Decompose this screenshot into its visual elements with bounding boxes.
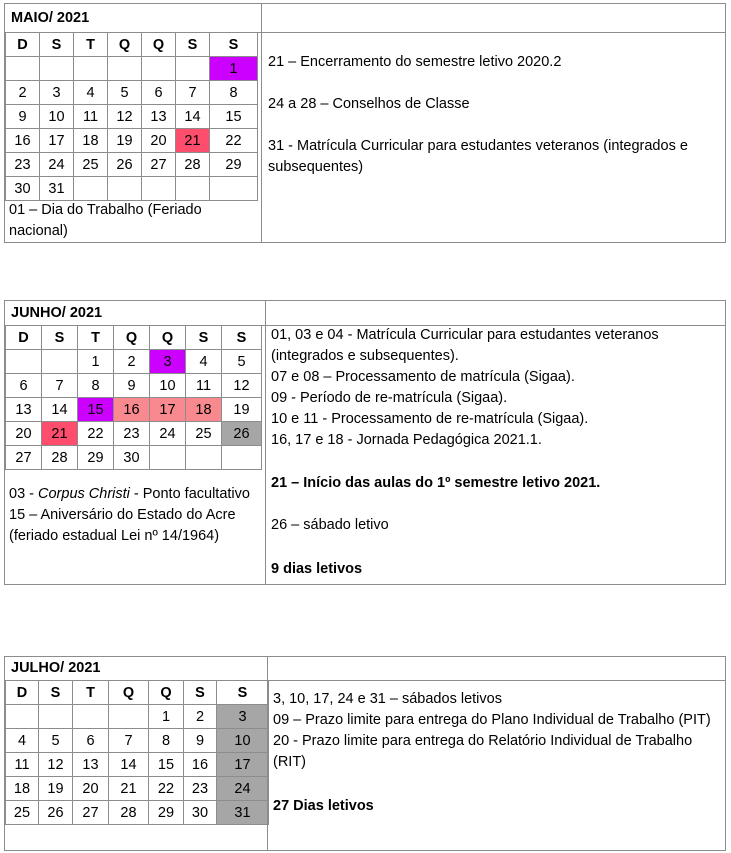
calendar-grid (5, 325, 262, 470)
day-cell: 17 (40, 129, 74, 153)
day-cell: 31 (40, 177, 74, 201)
weekday-header-row (6, 33, 258, 57)
event-item: 10 e 11 - Processamento de re-matrícula (Sigaa). (271, 411, 589, 427)
day-cell: 6 (142, 81, 176, 105)
day-cell: 17 (150, 398, 186, 422)
day-cell: 17 (217, 753, 269, 777)
weekday-label: S (217, 681, 269, 705)
month-title: JUNHO/ 2021 (5, 301, 725, 326)
day-cell: 9 (6, 105, 40, 129)
day-cell: 10 (150, 374, 186, 398)
day-cell: 9 (184, 729, 217, 753)
day-cell: 3 (40, 81, 74, 105)
empty-day-cell (142, 57, 176, 81)
day-cell: 8 (78, 374, 114, 398)
week-row (6, 105, 258, 129)
day-cell: 24 (217, 777, 269, 801)
weekday-label: T (73, 681, 109, 705)
day-cell: 1 (210, 57, 258, 81)
event-item: 21 – Encerramento do semestre letivo 2020.2 (268, 54, 562, 70)
day-cell: 31 (217, 801, 269, 825)
empty-day-cell (74, 177, 108, 201)
weekday-label: S (39, 681, 73, 705)
empty-day-cell (108, 57, 142, 81)
day-cell: 28 (176, 153, 210, 177)
month-title: JULHO/ 2021 (5, 657, 725, 681)
month-title: MAIO/ 2021 (5, 4, 725, 33)
week-row (6, 81, 258, 105)
day-cell: 14 (109, 753, 149, 777)
day-cell: 25 (186, 422, 222, 446)
day-cell: 11 (186, 374, 222, 398)
weekday-label: S (186, 326, 222, 350)
day-cell: 4 (6, 729, 39, 753)
note-acre: 15 – Aniversário do Estado do Acre (feriado estadual Lei nº 14/1964) (9, 507, 236, 544)
event-sabado: 26 – sábado letivo (271, 517, 389, 533)
weekday-label: Q (150, 326, 186, 350)
day-cell: 21 (109, 777, 149, 801)
day-cell: 19 (108, 129, 142, 153)
events-list (273, 689, 725, 817)
weekday-label: Q (142, 33, 176, 57)
day-cell: 1 (149, 705, 184, 729)
weekday-label: S (184, 681, 217, 705)
day-cell: 5 (108, 81, 142, 105)
event-inicio: 21 – Início das aulas do 1º semestre letivo 2021. (271, 475, 601, 491)
day-cell: 2 (114, 350, 150, 374)
weekday-label: S (222, 326, 262, 350)
dias-letivos: 27 Dias letivos (273, 798, 374, 814)
day-cell: 14 (42, 398, 78, 422)
empty-day-cell (186, 446, 222, 470)
day-cell: 14 (176, 105, 210, 129)
day-cell: 10 (217, 729, 269, 753)
day-cell: 8 (149, 729, 184, 753)
day-cell: 26 (222, 422, 262, 446)
weekday-label: Q (114, 326, 150, 350)
event-item: 31 - Matrícula Curricular para estudantes veteranos (integrados e subsequentes) (268, 138, 688, 175)
day-cell: 3 (217, 705, 269, 729)
day-cell: 13 (6, 398, 42, 422)
day-cell: 28 (42, 446, 78, 470)
day-cell: 28 (109, 801, 149, 825)
day-cell: 11 (6, 753, 39, 777)
day-cell: 12 (222, 374, 262, 398)
weekday-label: S (210, 33, 258, 57)
empty-day-cell (150, 446, 186, 470)
empty-day-cell (6, 57, 40, 81)
day-cell: 22 (149, 777, 184, 801)
empty-day-cell (73, 705, 109, 729)
week-row (6, 446, 262, 470)
empty-day-cell (6, 350, 42, 374)
week-row (6, 729, 269, 753)
day-cell: 12 (108, 105, 142, 129)
day-cell: 24 (150, 422, 186, 446)
day-cell: 23 (6, 153, 40, 177)
empty-day-cell (222, 446, 262, 470)
day-cell: 29 (210, 153, 258, 177)
empty-day-cell (108, 177, 142, 201)
week-row (6, 177, 258, 201)
day-cell: 13 (142, 105, 176, 129)
day-cell: 18 (186, 398, 222, 422)
month-maio (4, 3, 726, 243)
day-cell: 15 (210, 105, 258, 129)
week-row (6, 129, 258, 153)
event-item: 24 a 28 – Conselhos de Classe (268, 96, 470, 112)
column-divider (261, 4, 262, 242)
week-row (6, 705, 269, 729)
dias-letivos: 9 dias letivos (271, 561, 363, 577)
holiday-notes (5, 484, 265, 547)
week-row (6, 753, 269, 777)
month-junho (4, 300, 726, 585)
week-row (6, 374, 262, 398)
empty-day-cell (176, 177, 210, 201)
weekday-label: T (74, 33, 108, 57)
event-item: 3, 10, 17, 24 e 31 – sábados letivos (273, 691, 502, 707)
weekday-label: D (6, 33, 40, 57)
day-cell: 12 (39, 753, 73, 777)
weekday-label: S (42, 326, 78, 350)
day-cell: 22 (78, 422, 114, 446)
week-row (6, 57, 258, 81)
day-cell: 16 (114, 398, 150, 422)
day-cell: 19 (222, 398, 262, 422)
day-cell: 5 (39, 729, 73, 753)
day-cell: 30 (184, 801, 217, 825)
empty-day-cell (6, 705, 39, 729)
event-item: 20 - Prazo limite para entrega do Relatório Individual de Trabalho (RIT) (273, 733, 693, 770)
week-row (6, 422, 262, 446)
day-cell: 8 (210, 81, 258, 105)
day-cell: 29 (149, 801, 184, 825)
day-cell: 1 (78, 350, 114, 374)
week-row (6, 350, 262, 374)
empty-day-cell (40, 57, 74, 81)
weekday-label: Q (109, 681, 149, 705)
event-item: 09 – Prazo limite para entrega do Plano Individual de Trabalho (PIT) (273, 712, 711, 728)
day-cell: 23 (114, 422, 150, 446)
day-cell: 6 (73, 729, 109, 753)
day-cell: 16 (184, 753, 217, 777)
day-cell: 26 (108, 153, 142, 177)
day-cell: 18 (74, 129, 108, 153)
day-cell: 24 (40, 153, 74, 177)
weekday-label: D (6, 681, 39, 705)
day-cell: 21 (176, 129, 210, 153)
day-cell: 20 (73, 777, 109, 801)
day-cell: 10 (40, 105, 74, 129)
day-cell: 27 (142, 153, 176, 177)
day-cell: 3 (150, 350, 186, 374)
day-cell: 16 (6, 129, 40, 153)
week-row (6, 153, 258, 177)
day-cell: 9 (114, 374, 150, 398)
day-cell: 15 (78, 398, 114, 422)
day-cell: 29 (78, 446, 114, 470)
weekday-header-row (6, 681, 269, 705)
event-item: 09 - Período de re-matrícula (Sigaa). (271, 390, 508, 406)
empty-day-cell (176, 57, 210, 81)
day-cell: 4 (74, 81, 108, 105)
weekday-label: S (176, 33, 210, 57)
empty-day-cell (109, 705, 149, 729)
week-row (6, 801, 269, 825)
day-cell: 2 (184, 705, 217, 729)
weekday-label: S (40, 33, 74, 57)
day-cell: 15 (149, 753, 184, 777)
day-cell: 18 (6, 777, 39, 801)
day-cell: 26 (39, 801, 73, 825)
empty-day-cell (39, 705, 73, 729)
weekday-label: Q (149, 681, 184, 705)
day-cell: 2 (6, 81, 40, 105)
month-julho (4, 656, 726, 851)
day-cell: 7 (109, 729, 149, 753)
day-cell: 23 (184, 777, 217, 801)
day-cell: 11 (74, 105, 108, 129)
day-cell: 27 (6, 446, 42, 470)
holiday-note: 01 – Dia do Trabalho (Feriado nacional) (9, 202, 202, 239)
day-cell: 4 (186, 350, 222, 374)
empty-day-cell (42, 350, 78, 374)
day-cell: 22 (210, 129, 258, 153)
column-divider (267, 657, 268, 850)
empty-day-cell (210, 177, 258, 201)
events-list (268, 52, 723, 178)
weekday-label: D (6, 326, 42, 350)
calendar-grid (5, 680, 269, 825)
day-cell: 6 (6, 374, 42, 398)
weekday-header-row (6, 326, 262, 350)
week-row (6, 398, 262, 422)
day-cell: 7 (42, 374, 78, 398)
empty-day-cell (74, 57, 108, 81)
day-cell: 25 (74, 153, 108, 177)
day-cell: 5 (222, 350, 262, 374)
day-cell: 20 (142, 129, 176, 153)
day-cell: 7 (176, 81, 210, 105)
event-item: 01, 03 e 04 - Matrícula Curricular para estudantes veteranos (integrados e subsequentes). (271, 327, 659, 364)
week-row (6, 777, 269, 801)
note-corpus-christi: 03 - Corpus Christi - Ponto facultativo (9, 486, 250, 502)
day-cell: 27 (73, 801, 109, 825)
weekday-label: T (78, 326, 114, 350)
column-divider (265, 301, 266, 584)
calendar-grid (5, 32, 258, 201)
day-cell: 25 (6, 801, 39, 825)
events-list (271, 325, 723, 580)
day-cell: 30 (6, 177, 40, 201)
day-cell: 20 (6, 422, 42, 446)
event-item: 16, 17 e 18 - Jornada Pedagógica 2021.1. (271, 432, 542, 448)
day-cell: 19 (39, 777, 73, 801)
day-cell: 21 (42, 422, 78, 446)
weekday-label: Q (108, 33, 142, 57)
empty-day-cell (142, 177, 176, 201)
day-cell: 13 (73, 753, 109, 777)
day-cell: 30 (114, 446, 150, 470)
event-item: 07 e 08 – Processamento de matrícula (Sigaa). (271, 369, 575, 385)
